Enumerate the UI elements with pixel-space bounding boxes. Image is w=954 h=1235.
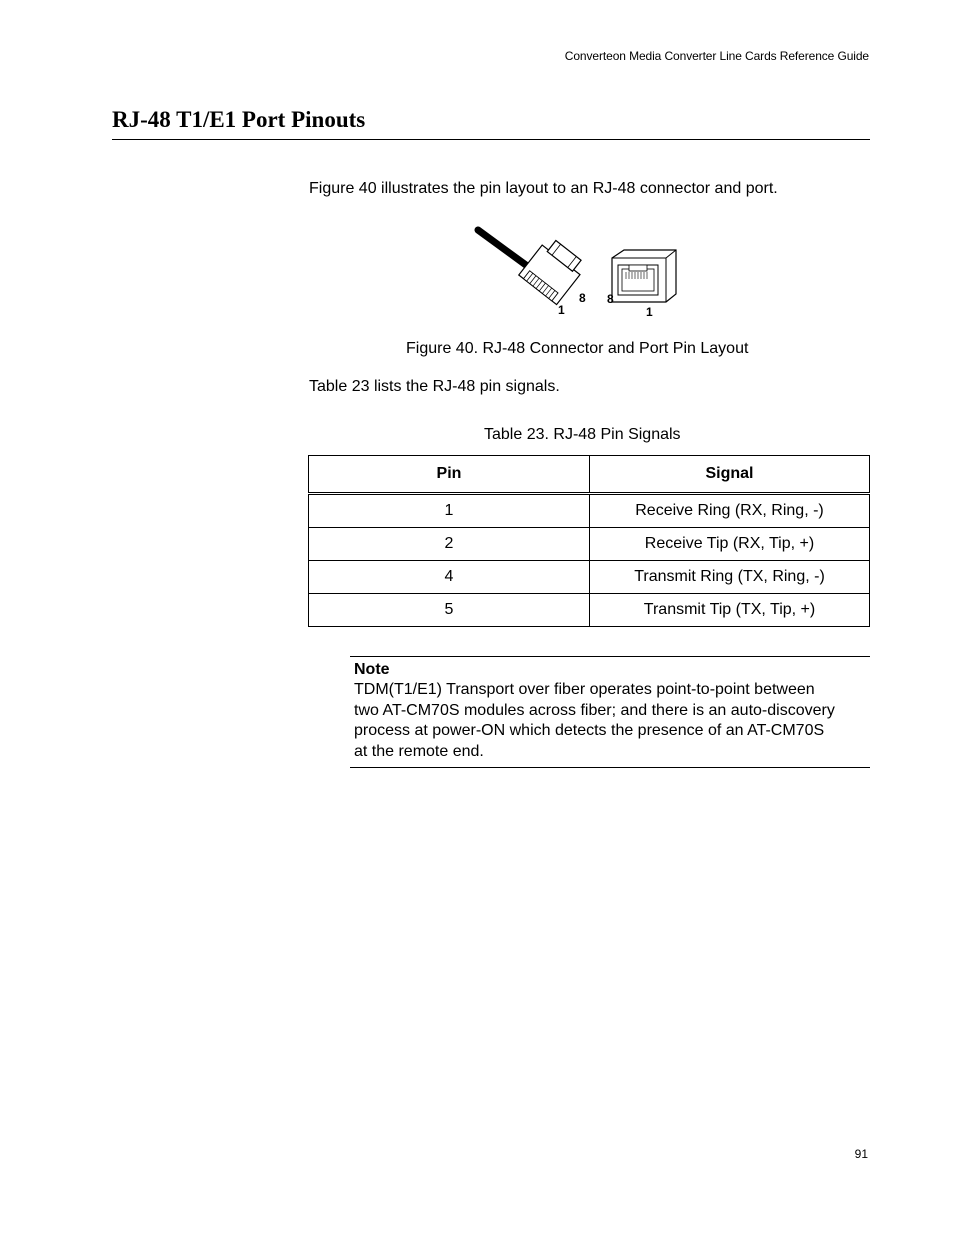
header-pin: Pin xyxy=(309,456,590,494)
pin-cell: 5 xyxy=(309,594,590,627)
pin-cell: 4 xyxy=(309,561,590,594)
pin-signals-table xyxy=(308,455,870,627)
page-number: 91 xyxy=(854,1147,868,1161)
port-pin-label-8: 8 xyxy=(607,292,614,306)
section-title: RJ-48 T1/E1 Port Pinouts xyxy=(112,107,366,132)
running-header: Converteon Media Converter Line Cards Reference Guide xyxy=(564,49,869,63)
signal-cell: Transmit Tip (TX, Tip, +) xyxy=(590,594,870,627)
signal-cell: Receive Tip (RX, Tip, +) xyxy=(590,528,870,561)
pin-cell: 1 xyxy=(309,494,590,528)
note-line: two AT-CM70S modules across fiber; and there is an auto-discovery xyxy=(354,701,835,719)
pin-cell: 2 xyxy=(309,528,590,561)
rj48-connector-plug xyxy=(519,236,588,305)
header-signal: Signal xyxy=(590,456,870,494)
port-pin-label-1: 1 xyxy=(646,305,653,319)
table-row xyxy=(309,594,870,627)
signal-cell: Receive Ring (RX, Ring, -) xyxy=(590,494,870,528)
table-caption: Table 23. RJ-48 Pin Signals xyxy=(484,426,681,443)
signal-cell: Transmit Ring (TX, Ring, -) xyxy=(590,561,870,594)
rj48-port-jack xyxy=(612,250,676,302)
note-text xyxy=(354,680,870,764)
intro-paragraph: Figure 40 illustrates the pin layout to an RJ-48 connector and port. xyxy=(309,180,778,197)
rj48-figure xyxy=(468,222,684,322)
connector-pin-label-8: 8 xyxy=(579,291,586,305)
table-row xyxy=(309,494,870,528)
connector-pin-label-1: 1 xyxy=(558,303,565,317)
note-line: at the remote end. xyxy=(354,742,484,760)
table-row xyxy=(309,561,870,594)
note-heading: Note xyxy=(354,661,390,678)
note-line: TDM(T1/E1) Transport over fiber operates point-to-point between xyxy=(354,681,815,698)
table-header-row xyxy=(309,456,870,494)
cable xyxy=(478,230,530,268)
table-intro-paragraph: Table 23 lists the RJ-48 pin signals. xyxy=(309,378,560,395)
table-row xyxy=(309,528,870,561)
figure-caption: Figure 40. RJ-48 Connector and Port Pin Layout xyxy=(406,340,749,357)
title-rule xyxy=(112,139,870,140)
note-line: process at power-ON which detects the presence of an AT-CM70S xyxy=(354,722,825,739)
note-box xyxy=(350,656,870,768)
